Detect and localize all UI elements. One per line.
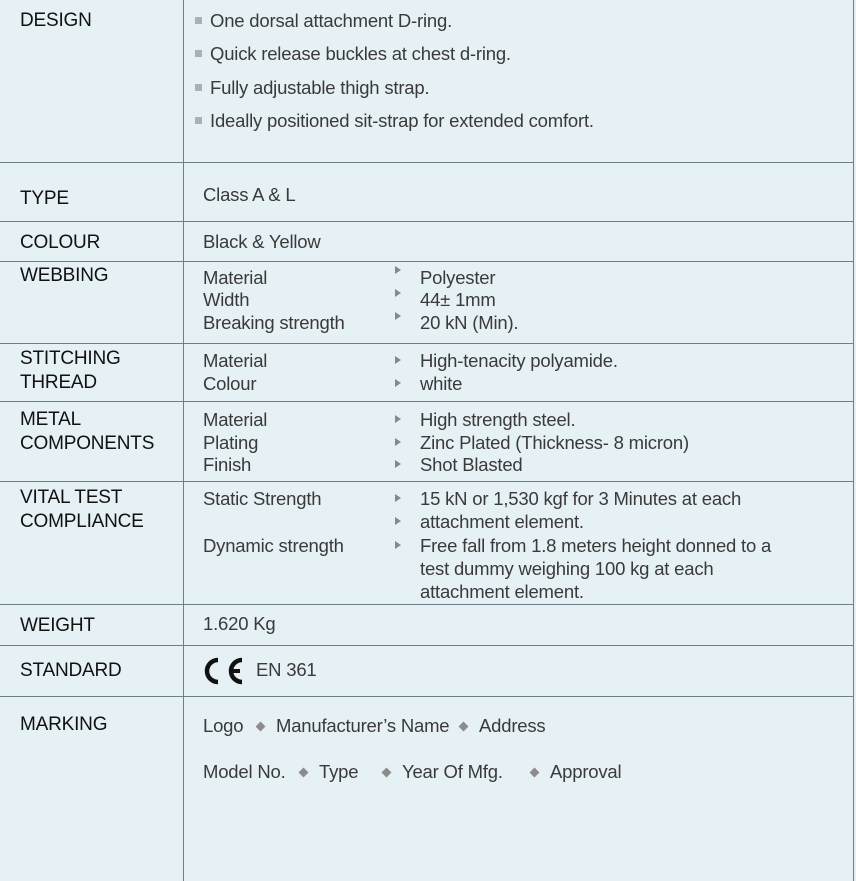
arrow-right-icon [395,356,401,364]
bullet-square-icon [195,117,202,124]
metal-prop-value: Zinc Plated (Thickness- 8 micron) [420,432,689,453]
stitching-prop-name: Colour [203,373,257,394]
ce-mark-icon [203,656,249,686]
webbing-prop-value: 20 kN (Min). [420,312,519,333]
marking-item: Model No. [203,761,286,782]
marking-item: Year Of Mfg. [402,761,503,782]
arrow-right-icon [395,517,401,525]
marking-item: Approval [550,761,622,782]
type-value: Class A & L [203,184,296,205]
diamond-separator-icon [382,768,392,778]
label-metal: METAL [20,409,81,430]
marking-item: Type [319,761,359,782]
design-item: Ideally positioned sit-strap for extended comfort. [210,110,594,131]
label-colour: COLOUR [20,232,101,253]
diamond-separator-icon [299,768,309,778]
metal-prop-name: Plating [203,432,259,453]
metal-prop-name: Finish [203,454,252,475]
stitching-prop-name: Material [203,350,268,371]
colour-value: Black & Yellow [203,231,321,252]
row-vital-test [0,482,854,605]
arrow-right-icon [395,541,401,549]
vital-prop-value: attachment element. [420,511,584,532]
row-metal [0,402,854,482]
arrow-right-icon [395,494,401,502]
metal-prop-value: Shot Blasted [420,454,523,475]
row-webbing [0,262,854,344]
weight-value: 1.620 Kg [203,613,276,634]
stitching-prop-value: High-tenacity polyamide. [420,350,618,371]
arrow-right-icon [395,438,401,446]
row-weight [0,605,854,646]
row-colour [0,222,854,262]
diamond-separator-icon [256,722,266,732]
row-design [0,0,854,163]
arrow-right-icon [395,289,401,297]
stitching-prop-value: white [420,373,463,394]
design-item: Quick release buckles at chest d-ring. [210,43,511,64]
label-stitching: STITCHING [20,348,121,369]
vital-prop-value: Free fall from 1.8 meters height donned to a [420,535,772,556]
label-weight: WEIGHT [20,615,95,636]
marking-item: Address [479,715,546,736]
label-design: DESIGN [20,10,92,31]
label-standard: STANDARD [20,660,122,681]
vital-prop-value: 15 kN or 1,530 kgf for 3 Minutes at each [420,488,742,509]
arrow-right-icon [395,379,401,387]
bullet-square-icon [195,17,202,24]
webbing-prop-value: 44± 1mm [420,289,496,310]
design-item: Fully adjustable thigh strap. [210,77,430,98]
label-metal: COMPONENTS [20,433,155,454]
vital-prop-value: attachment element. [420,581,584,602]
marking-item: Manufacturer’s Name [276,715,450,736]
webbing-prop-value: Polyester [420,267,496,288]
label-vital-test: COMPLIANCE [20,511,144,532]
label-stitching: THREAD [20,372,97,393]
webbing-prop-name: Width [203,289,250,310]
row-marking [0,697,854,881]
label-webbing: WEBBING [20,265,109,286]
vital-prop-name: Static Strength [203,488,322,509]
label-type: TYPE [20,188,69,209]
arrow-right-icon [395,415,401,423]
arrow-right-icon [395,460,401,468]
standard-value: EN 361 [256,659,317,680]
label-vital-test: VITAL TEST [20,487,123,508]
vital-prop-value: test dummy weighing 100 kg at each [420,558,714,579]
metal-prop-name: Material [203,409,268,430]
label-marking: MARKING [20,714,108,735]
row-standard [0,646,854,697]
design-item: One dorsal attachment D-ring. [210,10,453,31]
vital-prop-name: Dynamic strength [203,535,344,556]
row-type [0,163,854,222]
webbing-prop-name: Breaking strength [203,312,345,333]
webbing-prop-name: Material [203,267,268,288]
diamond-separator-icon [459,722,469,732]
bullet-square-icon [195,84,202,91]
metal-prop-value: High strength steel. [420,409,576,430]
arrow-right-icon [395,312,401,320]
diamond-separator-icon [530,768,540,778]
arrow-right-icon [395,266,401,274]
bullet-square-icon [195,50,202,57]
marking-item: Logo [203,715,244,736]
row-stitching [0,344,854,402]
